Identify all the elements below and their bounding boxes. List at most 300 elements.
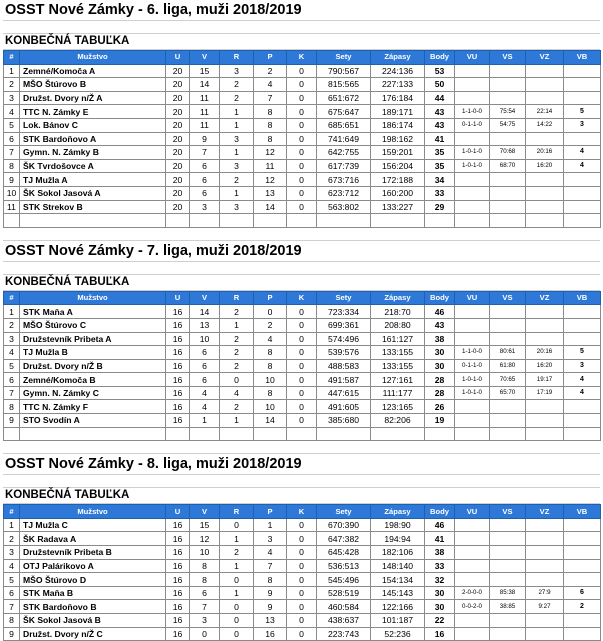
cell-matches: 154:134	[371, 573, 425, 587]
column-header-played: U	[166, 505, 190, 519]
cell-draws: 1	[220, 118, 254, 132]
cell-losses: 8	[254, 359, 287, 373]
table-row	[4, 532, 601, 546]
cell-wins: 10	[190, 546, 220, 560]
cell-sets: 223:743	[317, 627, 371, 641]
cell-vu	[455, 614, 490, 628]
cell-k: 0	[287, 573, 317, 587]
cell-vz: 9:27	[526, 600, 564, 614]
cell-matches: 172:188	[371, 173, 425, 187]
empty-cell	[254, 214, 287, 228]
cell-draws: 1	[220, 586, 254, 600]
cell-played: 16	[166, 373, 190, 387]
cell-played: 16	[166, 305, 190, 319]
empty-cell	[526, 427, 564, 441]
cell-points: 46	[425, 518, 455, 532]
cell-draws: 2	[220, 346, 254, 360]
cell-draws: 0	[220, 614, 254, 628]
cell-vs: 38:85	[490, 600, 526, 614]
cell-vu	[455, 64, 490, 78]
cell-vu: 0-1-1-0	[455, 118, 490, 132]
cell-team: Gymn. N. Zámky B	[20, 146, 166, 160]
cell-sets: 815:565	[317, 78, 371, 92]
cell-matches: 186:174	[371, 118, 425, 132]
cell-k: 0	[287, 146, 317, 160]
cell-team: STK Maňa B	[20, 586, 166, 600]
column-header-points: Body	[425, 51, 455, 65]
table-row	[4, 146, 601, 160]
cell-points: 46	[425, 305, 455, 319]
cell-vu	[455, 400, 490, 414]
cell-points: 50	[425, 78, 455, 92]
empty-cell	[4, 427, 20, 441]
empty-row	[4, 214, 601, 228]
empty-cell	[220, 427, 254, 441]
table-row	[4, 346, 601, 360]
empty-cell	[20, 214, 166, 228]
column-header-losses: P	[254, 51, 287, 65]
cell-wins: 6	[190, 359, 220, 373]
table-row	[4, 91, 601, 105]
header-row	[4, 51, 601, 65]
cell-vu	[455, 173, 490, 187]
cell-team: STO Svodín A	[20, 414, 166, 428]
cell-matches: 127:161	[371, 373, 425, 387]
cell-losses: 2	[254, 318, 287, 332]
column-header-points: Body	[425, 505, 455, 519]
empty-cell	[526, 214, 564, 228]
cell-k: 0	[287, 346, 317, 360]
table-row	[4, 105, 601, 119]
cell-team: TJ Mužla C	[20, 518, 166, 532]
table-row	[4, 200, 601, 214]
cell-matches: 133:155	[371, 346, 425, 360]
column-header-draws: R	[220, 291, 254, 305]
column-header-matches: Zápasy	[371, 51, 425, 65]
cell-vz: 14:22	[526, 118, 564, 132]
standings-table	[3, 504, 601, 641]
cell-rank: 3	[4, 332, 20, 346]
cell-wins: 13	[190, 318, 220, 332]
cell-vz: 20:16	[526, 346, 564, 360]
cell-losses: 13	[254, 186, 287, 200]
cell-points: 34	[425, 173, 455, 187]
cell-vb	[564, 532, 601, 546]
table-row	[4, 400, 601, 414]
cell-losses: 4	[254, 546, 287, 560]
cell-k: 0	[287, 64, 317, 78]
cell-points: 28	[425, 386, 455, 400]
cell-vb: 3	[564, 359, 601, 373]
table-row	[4, 518, 601, 532]
cell-k: 0	[287, 305, 317, 319]
table-row	[4, 78, 601, 92]
cell-draws: 2	[220, 91, 254, 105]
cell-losses: 8	[254, 386, 287, 400]
column-header-sets: Sety	[317, 51, 371, 65]
cell-rank: 9	[4, 627, 20, 641]
cell-team: ŠK Sokol Jasová A	[20, 186, 166, 200]
cell-draws: 2	[220, 546, 254, 560]
cell-matches: 189:171	[371, 105, 425, 119]
cell-matches: 198:162	[371, 132, 425, 146]
cell-vu	[455, 91, 490, 105]
cell-k: 0	[287, 318, 317, 332]
cell-played: 16	[166, 559, 190, 573]
cell-draws: 1	[220, 105, 254, 119]
cell-played: 20	[166, 159, 190, 173]
cell-vs	[490, 78, 526, 92]
cell-losses: 10	[254, 400, 287, 414]
cell-rank: 1	[4, 518, 20, 532]
cell-draws: 0	[220, 573, 254, 587]
cell-matches: 159:201	[371, 146, 425, 160]
table-subtitle: KONBEČNÁ TABUĽKA	[3, 34, 600, 50]
cell-played: 20	[166, 78, 190, 92]
cell-points: 41	[425, 132, 455, 146]
cell-losses: 8	[254, 105, 287, 119]
header-row	[4, 291, 601, 305]
cell-losses: 13	[254, 614, 287, 628]
cell-team: OTJ Palárikovo A	[20, 559, 166, 573]
cell-vb	[564, 518, 601, 532]
cell-losses: 14	[254, 200, 287, 214]
cell-rank: 1	[4, 64, 20, 78]
cell-draws: 1	[220, 559, 254, 573]
table-row	[4, 332, 601, 346]
empty-cell	[490, 427, 526, 441]
cell-wins: 1	[190, 414, 220, 428]
cell-vz: 19:17	[526, 373, 564, 387]
league-section	[3, 228, 600, 442]
cell-points: 35	[425, 159, 455, 173]
column-header-matches: Zápasy	[371, 291, 425, 305]
cell-played: 16	[166, 386, 190, 400]
cell-k: 0	[287, 386, 317, 400]
cell-draws: 1	[220, 186, 254, 200]
cell-wins: 8	[190, 559, 220, 573]
cell-vs: 80:61	[490, 346, 526, 360]
league-section	[3, 441, 600, 641]
cell-team: MŠO Štúrovo D	[20, 573, 166, 587]
spacer-row	[3, 475, 600, 488]
cell-points: 38	[425, 546, 455, 560]
cell-played: 16	[166, 400, 190, 414]
cell-vs	[490, 91, 526, 105]
cell-vz	[526, 200, 564, 214]
cell-vz	[526, 318, 564, 332]
cell-wins: 0	[190, 627, 220, 641]
cell-losses: 11	[254, 159, 287, 173]
cell-played: 16	[166, 586, 190, 600]
cell-k: 0	[287, 627, 317, 641]
header-row	[4, 505, 601, 519]
cell-played: 16	[166, 318, 190, 332]
cell-vz	[526, 305, 564, 319]
table-row	[4, 586, 601, 600]
column-header-team: Mužstvo	[20, 505, 166, 519]
cell-played: 16	[166, 627, 190, 641]
table-row	[4, 573, 601, 587]
column-header-vb: VB	[564, 51, 601, 65]
empty-cell	[317, 427, 371, 441]
cell-vb	[564, 91, 601, 105]
cell-vu: 1-0-1-0	[455, 373, 490, 387]
cell-played: 20	[166, 200, 190, 214]
cell-wins: 3	[190, 614, 220, 628]
table-row	[4, 546, 601, 560]
cell-wins: 10	[190, 332, 220, 346]
cell-vb	[564, 78, 601, 92]
cell-vu	[455, 532, 490, 546]
cell-team: TTC N. Zámky E	[20, 105, 166, 119]
cell-vb: 4	[564, 146, 601, 160]
cell-draws: 3	[220, 64, 254, 78]
cell-rank: 2	[4, 318, 20, 332]
column-header-vb: VB	[564, 505, 601, 519]
column-header-vz: VZ	[526, 291, 564, 305]
cell-draws: 2	[220, 78, 254, 92]
spacer-row	[3, 441, 600, 454]
cell-matches: 123:165	[371, 400, 425, 414]
cell-team: ŠK Tvrdošovce A	[20, 159, 166, 173]
cell-played: 16	[166, 359, 190, 373]
cell-vb	[564, 132, 601, 146]
cell-team: ŠK Sokol Jasová B	[20, 614, 166, 628]
standings-table	[3, 291, 601, 442]
spacer-row	[3, 262, 600, 275]
cell-draws: 3	[220, 200, 254, 214]
cell-vz	[526, 614, 564, 628]
column-header-vb: VB	[564, 291, 601, 305]
empty-cell	[254, 427, 287, 441]
cell-rank: 8	[4, 614, 20, 628]
cell-rank: 7	[4, 146, 20, 160]
cell-vz	[526, 559, 564, 573]
cell-points: 44	[425, 91, 455, 105]
column-header-rank: #	[4, 505, 20, 519]
column-header-k: K	[287, 291, 317, 305]
column-header-vu: VU	[455, 291, 490, 305]
column-header-team: Mužstvo	[20, 51, 166, 65]
cell-points: 30	[425, 346, 455, 360]
cell-vs	[490, 559, 526, 573]
cell-matches: 133:227	[371, 200, 425, 214]
cell-vz	[526, 573, 564, 587]
league-section	[3, 0, 600, 228]
cell-played: 16	[166, 532, 190, 546]
cell-sets: 536:513	[317, 559, 371, 573]
cell-sets: 491:605	[317, 400, 371, 414]
standings-table	[3, 50, 601, 228]
cell-team: Družst. Dvory n/Ž A	[20, 91, 166, 105]
cell-sets: 528:519	[317, 586, 371, 600]
cell-team: TJ Mužla B	[20, 346, 166, 360]
table-row	[4, 186, 601, 200]
cell-draws: 2	[220, 173, 254, 187]
cell-losses: 8	[254, 118, 287, 132]
cell-sets: 545:496	[317, 573, 371, 587]
empty-cell	[317, 214, 371, 228]
cell-team: Družstevník Pribeta B	[20, 546, 166, 560]
cell-draws: 1	[220, 532, 254, 546]
cell-vs	[490, 573, 526, 587]
cell-played: 16	[166, 546, 190, 560]
cell-rank: 7	[4, 600, 20, 614]
empty-cell	[564, 214, 601, 228]
column-header-vs: VS	[490, 291, 526, 305]
cell-rank: 8	[4, 400, 20, 414]
cell-sets: 488:583	[317, 359, 371, 373]
cell-matches: 122:166	[371, 600, 425, 614]
cell-vu: 0-1-1-0	[455, 359, 490, 373]
empty-cell	[371, 214, 425, 228]
cell-vb	[564, 173, 601, 187]
cell-rank: 8	[4, 159, 20, 173]
cell-matches: 145:143	[371, 586, 425, 600]
cell-vb: 4	[564, 386, 601, 400]
cell-k: 0	[287, 159, 317, 173]
cell-rank: 3	[4, 546, 20, 560]
column-header-k: K	[287, 51, 317, 65]
empty-cell	[564, 427, 601, 441]
cell-sets: 651:672	[317, 91, 371, 105]
cell-vz: 27:9	[526, 586, 564, 600]
cell-vz	[526, 546, 564, 560]
cell-team: Lok. Bánov C	[20, 118, 166, 132]
cell-wins: 11	[190, 105, 220, 119]
cell-vs: 54:75	[490, 118, 526, 132]
cell-played: 16	[166, 518, 190, 532]
cell-vs: 70:68	[490, 146, 526, 160]
cell-vs	[490, 518, 526, 532]
cell-matches: 133:155	[371, 359, 425, 373]
cell-losses: 1	[254, 518, 287, 532]
cell-vu: 1-0-1-0	[455, 386, 490, 400]
empty-cell	[490, 214, 526, 228]
cell-team: STK Maňa A	[20, 305, 166, 319]
cell-sets: 623:712	[317, 186, 371, 200]
cell-points: 28	[425, 373, 455, 387]
cell-k: 0	[287, 559, 317, 573]
cell-vs	[490, 64, 526, 78]
column-header-vz: VZ	[526, 505, 564, 519]
cell-team: Zemné/Komoča A	[20, 64, 166, 78]
cell-vs	[490, 318, 526, 332]
cell-played: 20	[166, 132, 190, 146]
cell-vs	[490, 200, 526, 214]
cell-vz: 22:14	[526, 105, 564, 119]
cell-sets: 460:584	[317, 600, 371, 614]
column-header-wins: V	[190, 51, 220, 65]
cell-vu	[455, 546, 490, 560]
cell-points: 43	[425, 118, 455, 132]
cell-played: 16	[166, 346, 190, 360]
cell-rank: 9	[4, 414, 20, 428]
cell-played: 20	[166, 118, 190, 132]
cell-losses: 3	[254, 532, 287, 546]
cell-played: 16	[166, 614, 190, 628]
cell-losses: 0	[254, 305, 287, 319]
cell-sets: 675:647	[317, 105, 371, 119]
cell-vs	[490, 614, 526, 628]
cell-sets: 617:739	[317, 159, 371, 173]
cell-matches: 82:206	[371, 414, 425, 428]
column-header-matches: Zápasy	[371, 505, 425, 519]
cell-vs	[490, 546, 526, 560]
column-header-rank: #	[4, 51, 20, 65]
cell-matches: 182:106	[371, 546, 425, 560]
cell-losses: 4	[254, 78, 287, 92]
cell-vb: 4	[564, 159, 601, 173]
column-header-vu: VU	[455, 51, 490, 65]
cell-points: 30	[425, 586, 455, 600]
cell-points: 19	[425, 414, 455, 428]
cell-team: Zemné/Komoča B	[20, 373, 166, 387]
empty-cell	[220, 214, 254, 228]
cell-draws: 1	[220, 318, 254, 332]
cell-rank: 9	[4, 173, 20, 187]
table-row	[4, 414, 601, 428]
cell-k: 0	[287, 105, 317, 119]
cell-matches: 101:187	[371, 614, 425, 628]
cell-k: 0	[287, 173, 317, 187]
cell-rank: 1	[4, 305, 20, 319]
cell-draws: 2	[220, 400, 254, 414]
empty-cell	[190, 427, 220, 441]
cell-wins: 14	[190, 305, 220, 319]
cell-vz	[526, 132, 564, 146]
column-header-sets: Sety	[317, 505, 371, 519]
empty-cell	[190, 214, 220, 228]
cell-matches: 111:177	[371, 386, 425, 400]
cell-vs	[490, 305, 526, 319]
cell-sets: 642:755	[317, 146, 371, 160]
cell-wins: 6	[190, 173, 220, 187]
cell-k: 0	[287, 359, 317, 373]
cell-k: 0	[287, 532, 317, 546]
cell-vu	[455, 518, 490, 532]
column-header-team: Mužstvo	[20, 291, 166, 305]
cell-vs	[490, 414, 526, 428]
cell-points: 30	[425, 600, 455, 614]
cell-k: 0	[287, 414, 317, 428]
cell-losses: 8	[254, 132, 287, 146]
cell-played: 20	[166, 173, 190, 187]
cell-points: 43	[425, 318, 455, 332]
cell-vb	[564, 400, 601, 414]
cell-k: 0	[287, 78, 317, 92]
cell-vz: 17:19	[526, 386, 564, 400]
column-header-draws: R	[220, 51, 254, 65]
cell-points: 29	[425, 200, 455, 214]
cell-vu: 1-1-0-0	[455, 105, 490, 119]
cell-team: STK Bardoňovo A	[20, 132, 166, 146]
cell-matches: 160:200	[371, 186, 425, 200]
cell-vz	[526, 400, 564, 414]
cell-sets: 563:802	[317, 200, 371, 214]
cell-vz: 16:20	[526, 159, 564, 173]
cell-rank: 3	[4, 91, 20, 105]
cell-vu: 1-0-1-0	[455, 146, 490, 160]
column-header-sets: Sety	[317, 291, 371, 305]
cell-vu	[455, 186, 490, 200]
empty-cell	[455, 427, 490, 441]
cell-sets: 385:680	[317, 414, 371, 428]
page	[3, 0, 600, 641]
cell-wins: 9	[190, 132, 220, 146]
cell-vs	[490, 186, 526, 200]
